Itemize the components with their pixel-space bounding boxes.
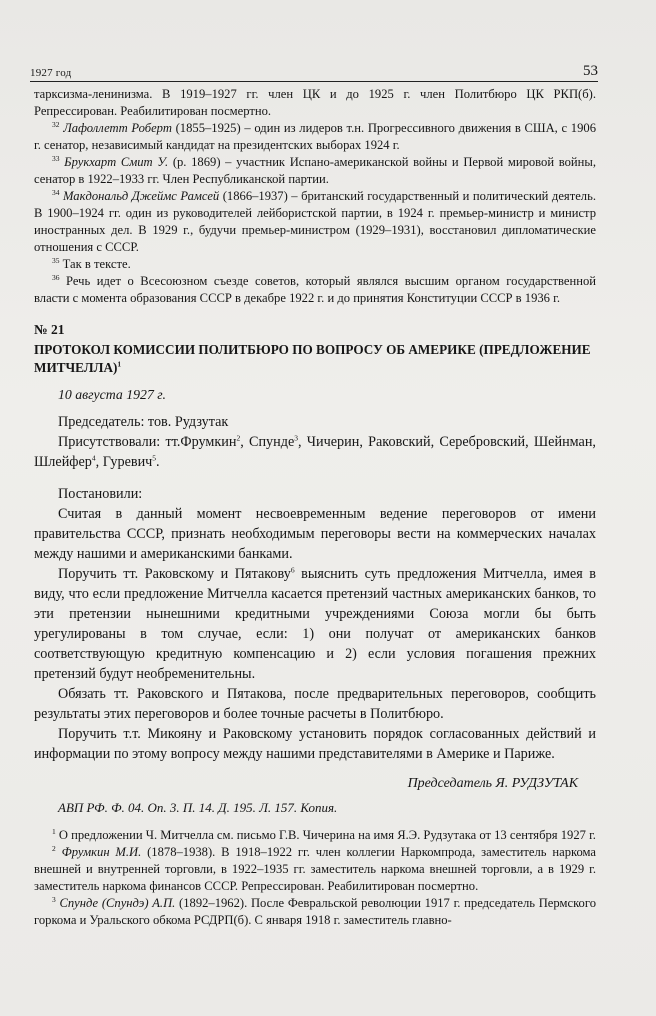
page-header [30,60,598,82]
attendees-line: Присутствовали: тт.Фрумкин$^2$, Спунде$^3$, Чичерин, Раковский, Серебровский, Шейнман, Шлейфер$^4$, Гуревич$^5$. [34,433,596,470]
footnote-33: $^{33}$ Брукхарт Смит У. (р. 1869) – участник Испано-американской войны и Первой мировой войны, сенатор в 1922–1933 гг. Член Республиканской партии. [34,153,596,186]
chairman-line: Председатель: тов. Рудзутак [58,414,229,430]
footnote-continuation: тарксизма-ленинизма. В 1919–1927 гг. член ЦК и до 1925 г. член Политбюро ЦК РКП(б). Репрессирован. Реабилитирован посмертно. [34,87,596,118]
resolution-paragraph-1: Считая в данный момент несвоевременным ведение переговоров от имени правительства СССР, признать необходимым переговоры вести на коммерческих началах между нашими и американскими банками. [34,506,596,562]
footnote-1: $^1$ О предложении Ч. Митчелла см. письмо Г.В. Чичерина на имя Я.Э. Рудзутака от 13 сентября 1927 г. [52,826,596,842]
resolution-paragraph-3: Обязать тт. Раковского и Пятакова, после предварительных переговоров, сообщить результаты этих переговоров и более точные расчеты в Политбюро. [34,686,596,722]
footnote-36: $^{36}$ Речь идет о Всесоюзном съезде советов, который являлся высшим органом государственной власти с момента образования СССР в декабре 1922 г. и до принятия Конституции СССР в 1936 г. [34,272,597,305]
resolution-paragraph-4: Поручить т.т. Микояну и Раковскому установить порядок согласованных действий и информации по этому вопросу между нашими представителями в Америке и Париже. [34,726,596,762]
running-head-year: 1927 год [30,67,72,79]
resolved-heading: Постановили: [58,486,143,502]
archive-reference: АВП РФ. Ф. 04. Оп. 3. П. 14. Д. 195. Л. 157. Копия. [58,800,338,815]
footnote-32: $^{32}$ Лафоллетт Роберт (1855–1925) – один из лидеров т.н. Прогрессивного движения в США, с 1906 г. сенатор, независимый кандидат на президентских выборах 1924 г. [34,119,596,152]
top-footnotes [34,86,596,307]
page-content [34,86,596,929]
bottom-footnotes [34,827,596,929]
page-number: 53 [583,63,598,79]
footnote-3: $^3$ Спунде (Спундэ) А.П. (1892–1962). После Февральской революции 1917 г. председатель Пермского горкома и Уральского обкома РСДРП(б). С января 1918 г. заместитель главно- [34,894,596,927]
footnote-2: $^2$ Фрумкин М.И. (1878–1938). В 1918–1922 гг. член коллегии Наркомпрода, заместитель наркома внешней и внутренней торговли, в 1922–1935 гг. заместитель наркома внешней торговли, а в 1929 г. заместитель наркома финансов СССР. Репрессирован. Реабилитирован посмертно. [34,843,596,893]
signature: Председатель Я. РУДЗУТАК [407,776,578,791]
footnote-35: $^{35}$ Так в тексте. [52,255,131,271]
resolution-paragraph-2: Поручить тт. Раковскому и Пятакову$^6$ выяснить суть предложения Митчелла, имея в виду, что если предложение Митчелла касается претензий частных американских банков, то эти претензии нынешними кредитными учреждениями Союза могли бы быть урегулированы в том случае, если: 1) они получат от американских банков соответствующую кредитную компенсацию и 2) если условия погашения прежних претензий будут необременительны. [34,565,596,682]
footnote-34: $^{34}$ Макдональд Джеймс Рамсей (1866–1937) – британский государственный и политический деятель. В 1900–1924 гг. один из руководителей лейбористской партии, в 1924 г. премьер-министр и министр иностранных дел. В 1929 г., будучи премьер-министром (1929–1931), восстановил дипломатические отношения с СССР. [34,187,596,254]
header-rule [30,81,598,82]
document-number: № 21 [34,322,65,337]
document-date: 10 августа 1927 г. [58,387,166,402]
document-title: ПРОТОКОЛ КОМИССИИ ПОЛИТБЮРО ПО ВОПРОСУ ОБ АМЕРИКЕ (ПРЕДЛОЖЕНИЕ МИТЧЕЛЛА)$^1$ [34,342,591,375]
